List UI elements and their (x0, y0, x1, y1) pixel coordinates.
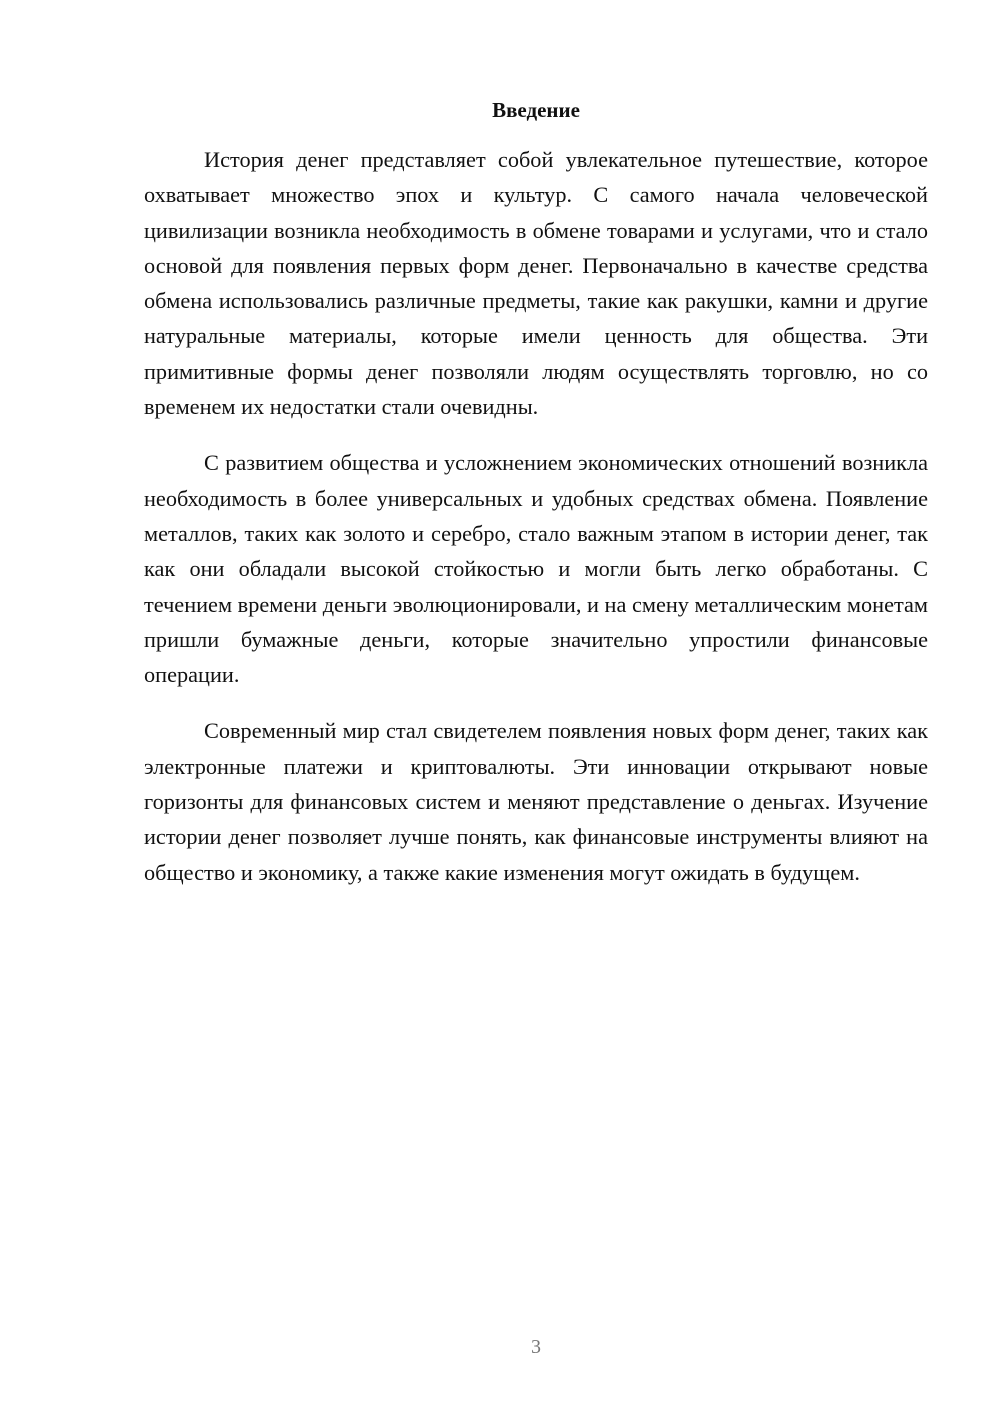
page-number: 3 (531, 1336, 541, 1358)
paragraph-1: История денег представляет собой увлекательное путешествие, которое охватывает множество эпох и культур. С самого начала человеческой цивилизации возникла необходимость в обмене товарами и услугами, что и стало основой для появления первых форм денег. Первоначально в качестве средства обмена использовались различные предметы, такие как ракушки, камни и другие натуральные материалы, которые имели ценность для общества. Эти примитивные формы денег позволяли людям осуществлять торговлю, но со временем их недостатки стали очевидны. (144, 147, 928, 420)
paragraph-3: Современный мир стал свидетелем появления новых форм денег, таких как электронные платежи и криптовалюты. Эти инновации открывают новые горизонты для финансовых систем и меняют представление о деньгах. Изучение истории денег позволяет лучше понять, как финансовые инструменты влияют на общество и экономику, а также какие изменения могут ожидать в будущем. (144, 718, 928, 885)
body-text (144, 142, 928, 911)
section-title: Введение (492, 98, 580, 122)
paragraph-2: С развитием общества и усложнением экономических отношений возникла необходимость в более универсальных и удобных средствах обмена. Появление металлов, таких как золото и серебро, стало важным этапом в истории денег, так как они обладали высокой стойкостью и могли быть легко обработаны. С течением времени деньги эволюционировали, и на смену металлическим монетам пришли бумажные деньги, которые значительно упростили финансовые операции. (144, 450, 928, 688)
